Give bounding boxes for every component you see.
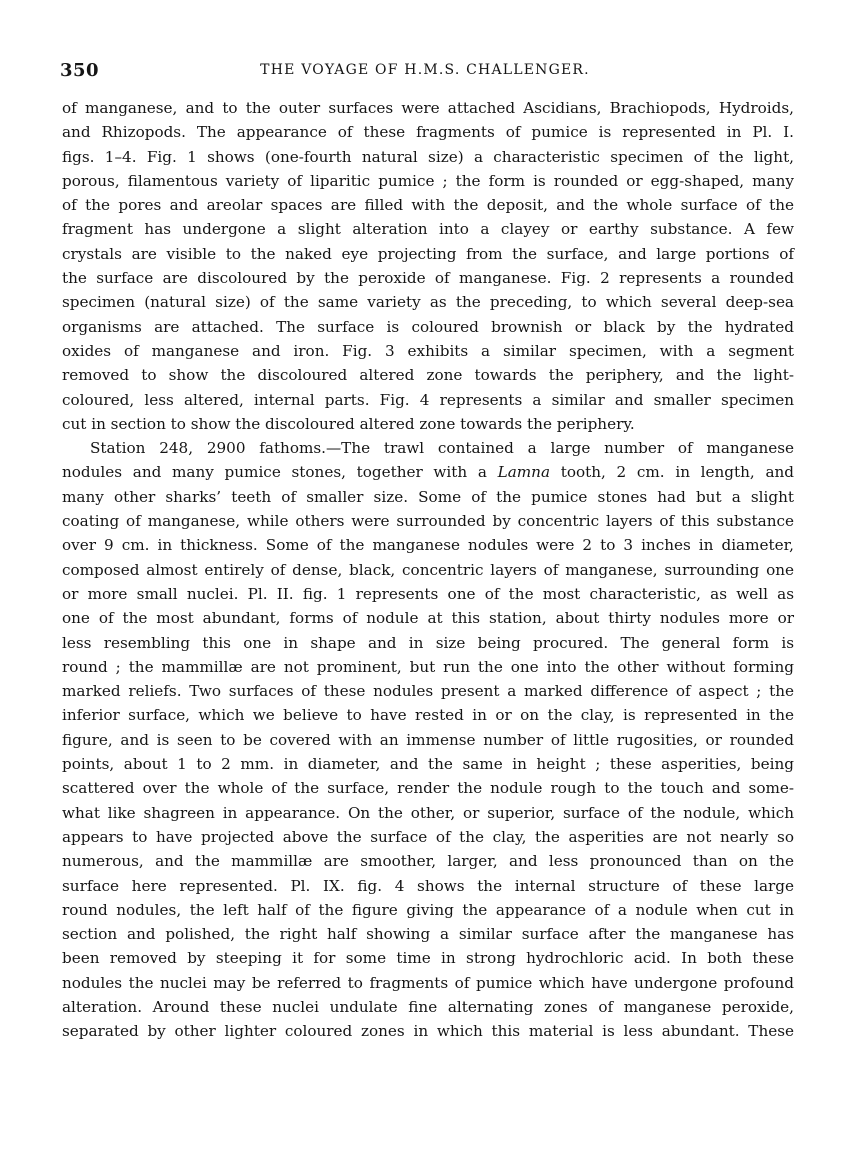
text-line: points, about 1 to 2 mm. in diameter, and the same in height ; these asperities, being	[62, 755, 794, 774]
text-line: many other sharks’ teeth of smaller size. Some of the pumice stones had but a slight	[62, 487, 794, 506]
text-line: appears to have projected above the surface of the clay, the asperities are not nearly so	[62, 827, 794, 846]
text-line: coloured, less altered, internal parts. Fig. 4 represents a similar and smaller specimen	[62, 390, 794, 409]
text-line: nodules the nuclei may be referred to fragments of pumice which have undergone profound	[62, 973, 794, 992]
text-line: round nodules, the left half of the figure giving the appearance of a nodule when cut in	[62, 900, 794, 919]
text-line: one of the most abundant, forms of nodule at this station, about thirty nodules more or	[62, 609, 794, 628]
text-line: removed to show the discoloured altered zone towards the periphery, and the light-	[62, 366, 794, 385]
paragraph-1	[62, 96, 794, 436]
italic-genus: Lamna	[497, 463, 551, 482]
text-line-with-italic	[62, 460, 794, 484]
text-line: oxides of manganese and iron. Fig. 3 exhibits a similar specimen, with a segment	[62, 341, 794, 360]
body-text	[62, 96, 794, 1044]
text-line: and Rhizopods. The appearance of these fragments of pumice is represented in Pl. I.	[62, 123, 794, 142]
text-line: figs. 1–4. Fig. 1 shows (one-fourth natural size) a characteristic specimen of the light,	[62, 147, 794, 166]
text-line: figure, and is seen to be covered with an immense number of little rugosities, or rounded	[62, 730, 794, 749]
station-heading-line: Station 248, 2900 fathoms.—The trawl contained a large number of manganese	[90, 439, 794, 458]
text-line: crystals are visible to the naked eye projecting from the surface, and large portions of	[62, 244, 794, 263]
text-line: coating of manganese, while others were surrounded by concentric layers of this substance	[62, 512, 794, 531]
text-line: organisms are attached. The surface is coloured brownish or black by the hydrated	[62, 317, 794, 336]
text-line: what like shagreen in appearance. On the other, or superior, surface of the nodule, which	[62, 803, 794, 822]
text-line: or more small nuclei. Pl. II. fig. 1 represents one of the most characteristic, as well as	[62, 584, 794, 603]
text-line: section and polished, the right half showing a similar surface after the manganese has	[62, 925, 794, 944]
paragraph-2	[62, 436, 794, 1043]
page-number: 350	[60, 60, 100, 81]
text-line: been removed by steeping it for some time in strong hydrochloric acid. In both these	[62, 949, 794, 968]
running-title: THE VOYAGE OF H.M.S. CHALLENGER.	[260, 62, 590, 78]
text-line: round ; the mammillæ are not prominent, but run the one into the other without forming	[62, 657, 794, 676]
text-fragment: nodules and many pumice stones, together with a	[62, 463, 498, 482]
text-line: porous, filamentous variety of liparitic pumice ; the form is rounded or egg-shaped, many	[62, 171, 794, 190]
text-line: specimen (natural size) of the same variety as the preceding, to which several deep-sea	[62, 293, 794, 312]
text-line: less resembling this one in shape and in size being procured. The general form is	[62, 633, 794, 652]
text-line: scattered over the whole of the surface, render the nodule rough to the touch and some-	[62, 779, 794, 798]
text-line: composed almost entirely of dense, black, concentric layers of manganese, surrounding one	[62, 560, 794, 579]
text-line: of manganese, and to the outer surfaces were attached Ascidians, Brachiopods, Hydroids,	[62, 99, 794, 117]
text-line: separated by other lighter coloured zones in which this material is less abundant. These	[62, 1022, 794, 1041]
text-line: alteration. Around these nuclei undulate fine alternating zones of manganese peroxide,	[62, 997, 794, 1016]
text-line: marked reliefs. Two surfaces of these nodules present a marked difference of aspect ; the	[62, 682, 794, 701]
text-line: cut in section to show the discoloured altered zone towards the periphery.	[62, 414, 635, 433]
text-line: surface here represented. Pl. IX. fig. 4 shows the internal structure of these large	[62, 876, 794, 895]
text-line: of the pores and areolar spaces are filled with the deposit, and the whole surface of the	[62, 196, 794, 215]
text-line: over 9 cm. in thickness. Some of the manganese nodules were 2 to 3 inches in diameter,	[62, 536, 794, 555]
text-line: fragment has undergone a slight alteration into a clayey or earthy substance. A few	[62, 220, 794, 239]
text-fragment: tooth, 2 cm. in length, and	[550, 463, 794, 482]
text-line: the surface are discoloured by the peroxide of manganese. Fig. 2 represents a rounded	[62, 269, 794, 288]
text-line: numerous, and the mammillæ are smoother, larger, and less pronounced than on the	[62, 852, 794, 871]
text-line: inferior surface, which we believe to have rested in or on the clay, is represented in the	[62, 706, 794, 725]
